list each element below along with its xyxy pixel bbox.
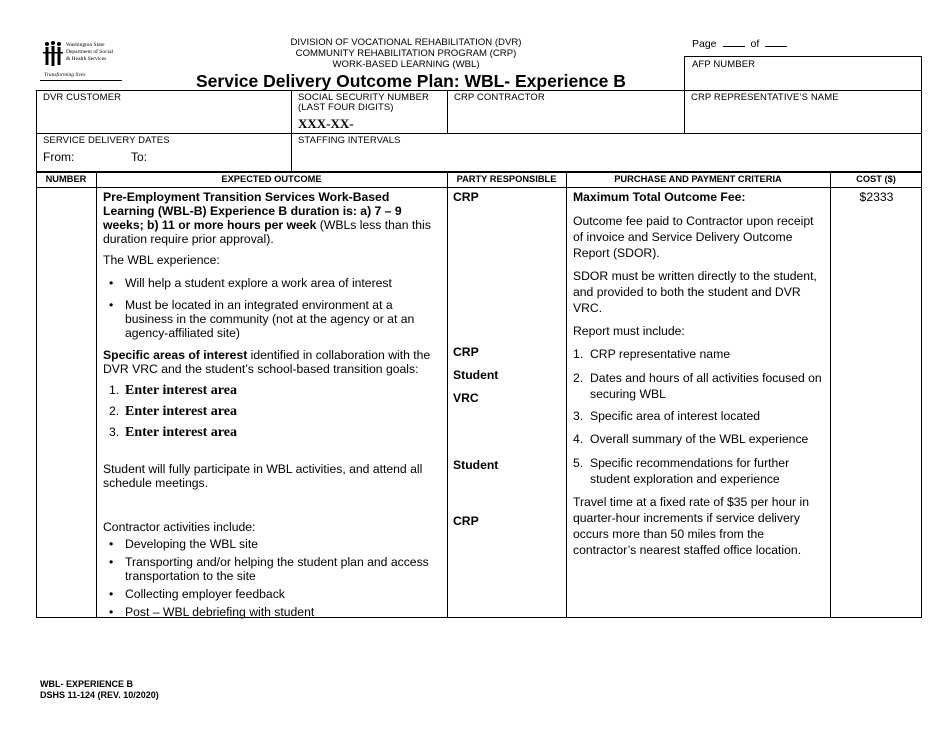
column-divider: [566, 172, 567, 618]
to-label: To:: [131, 150, 148, 164]
page-number: [692, 38, 793, 50]
form-number: DSHS 11-124 (REV. 10/2020): [40, 690, 159, 700]
header-cost: COST ($): [856, 174, 896, 184]
page-title: Service Delivery Outcome Plan: WBL- Experience B: [196, 71, 626, 91]
list-item: • Transporting and/or helping the student plan and access transportation to the site: [103, 555, 443, 583]
agency-line: & Health Services: [66, 56, 107, 62]
ssn-label: SOCIAL SECURITY NUMBER: [298, 92, 430, 103]
report-item-text: Specific area of interest located: [590, 409, 761, 423]
form-name: WBL- EXPERIENCE B: [40, 679, 134, 689]
afp-number-label: AFP NUMBER: [692, 59, 756, 70]
ssn-sublabel: (LAST FOUR DIGITS): [298, 102, 394, 113]
header-purchase-criteria: PURCHASE AND PAYMENT CRITERIA: [614, 174, 782, 184]
party-student: Student: [453, 458, 499, 472]
agency-tagline: Transforming lives: [44, 72, 86, 78]
party-crp: CRP: [453, 190, 479, 204]
of-label: of: [750, 38, 760, 50]
interest-item[interactable]: [103, 380, 443, 401]
crp-contractor-label: CRP CONTRACTOR: [454, 92, 545, 103]
interest-item[interactable]: [103, 401, 443, 422]
page-number-field[interactable]: [723, 46, 745, 47]
travel-paragraph: Travel time at a fixed rate of $35 per hour in quarter-hour increments if service delivery occurs more than 50 miles from the contractor’s nearest staffed office location.: [573, 495, 809, 557]
header-divider: [36, 187, 922, 188]
report-includes-label: Report must include:: [573, 324, 685, 338]
item-number: 1.: [109, 383, 120, 397]
agency-line: Washington State: [66, 42, 105, 48]
party-student: Student: [453, 368, 499, 382]
party-vrc: VRC: [453, 391, 479, 405]
ssn-value: XXX-XX-: [298, 116, 354, 131]
people-emblem-icon: [42, 40, 64, 68]
interest-text: identified in collaboration with the DVR VRC and the student’s school-based transition goals:: [103, 348, 431, 376]
expected-outcome-cell: [103, 190, 443, 619]
max-fee-heading: Maximum Total Outcome Fee:: [573, 190, 746, 204]
division-line: DIVISION OF VOCATIONAL REHABILITATION (DVR): [290, 37, 522, 48]
dshs-logo: [40, 38, 126, 82]
dvr-customer-label: DVR CUSTOMER: [43, 92, 122, 103]
afp-number-field[interactable]: [684, 56, 922, 91]
purchase-criteria-cell: [573, 190, 827, 558]
column-divider: [447, 172, 448, 618]
staffing-intervals-field[interactable]: [292, 134, 922, 172]
contractor-activities-label: Contractor activities include:: [103, 520, 256, 534]
list-item: • Collecting employer feedback: [103, 587, 443, 601]
party-crp: CRP: [453, 345, 479, 359]
item-number: 2.: [109, 404, 120, 418]
page-total-field[interactable]: [765, 46, 787, 47]
list-item: • Must be located in an integrated environment at a business in the community (not at the agency or at an agency-affiliated site): [103, 298, 443, 340]
report-item: 1. CRP representative name: [573, 347, 731, 361]
report-item: 2. Dates and hours of all activities focused on securing WBL: [573, 371, 822, 401]
from-label: From:: [43, 150, 75, 164]
report-item-text: Specific recommendations for further student exploration and experience: [590, 456, 790, 486]
report-item-text: Overall summary of the WBL experience: [590, 432, 809, 446]
agency-line: Department of Social: [66, 49, 114, 55]
service-dates-label: SERVICE DELIVERY DATES: [43, 135, 170, 146]
report-item: 4. Overall summary of the WBL experience: [573, 432, 809, 446]
logo-divider: [40, 80, 122, 81]
item-number: 3.: [109, 425, 120, 439]
page-label: Page: [692, 38, 717, 50]
division-line: WORK-BASED LEARNING (WBL): [332, 59, 480, 70]
crp-representative-label: CRP REPRESENTATIVE’S NAME: [691, 92, 839, 103]
wbl-experience-label: The WBL experience:: [103, 253, 220, 267]
dvr-customer-field[interactable]: [37, 91, 291, 133]
interest-heading: Specific areas of interest: [103, 348, 248, 362]
report-item: 5. Specific recommendations for further student exploration and experience: [573, 456, 790, 486]
ssn-field[interactable]: [292, 91, 447, 133]
interest-area-input[interactable]: Enter interest area: [125, 404, 237, 419]
list-item: • Developing the WBL site: [103, 537, 443, 551]
sdor-paragraph: SDOR must be written directly to the student, and provided to both the student and DVR VRC.: [573, 269, 817, 315]
service-dates-field[interactable]: [37, 134, 291, 172]
division-line: COMMUNITY REHABILITATION PROGRAM (CRP): [295, 48, 517, 59]
duration-text: Pre-Employment Transition Services Work-Based Learning (WBL-B) Experience B duration is: a) 7 – 9 weeks; b) 11 or more hours per week: [103, 190, 402, 232]
duration-paragraph: [103, 190, 443, 246]
column-divider: [830, 172, 831, 618]
list-item: • Will help a student explore a work area of interest: [103, 276, 443, 290]
interest-area-input[interactable]: Enter interest area: [125, 425, 237, 440]
header-expected-outcome: EXPECTED OUTCOME: [221, 174, 322, 184]
column-divider: [96, 172, 97, 618]
interest-paragraph: [103, 348, 443, 376]
list-item: • Post – WBL debriefing with student: [103, 605, 443, 619]
header-number: NUMBER: [45, 174, 87, 184]
interest-area-input[interactable]: Enter interest area: [125, 383, 237, 398]
report-item: 3. Specific area of interest located: [573, 409, 761, 423]
report-item-text: CRP representative name: [590, 347, 731, 361]
division-heading: [270, 37, 542, 70]
report-item-text: Dates and hours of all activities focused on securing WBL: [590, 371, 822, 401]
participation-text: Student will fully participate in WBL activities, and attend all schedule meetings.: [103, 462, 423, 490]
fee-paragraph: Outcome fee paid to Contractor upon receipt of invoice and Service Delivery Outcome Report (SDOR).: [573, 214, 814, 260]
crp-contractor-field[interactable]: [448, 91, 684, 133]
staffing-intervals-label: STAFFING INTERVALS: [298, 135, 401, 146]
crp-representative-field[interactable]: [685, 91, 921, 133]
agency-name: [66, 42, 113, 63]
header-party-responsible: PARTY RESPONSIBLE: [456, 174, 557, 184]
duration-note: (WBLs less than this duration require prior approval).: [103, 218, 431, 246]
cost-value: $2333: [859, 190, 894, 204]
party-crp: CRP: [453, 514, 479, 528]
interest-item[interactable]: [103, 422, 443, 443]
